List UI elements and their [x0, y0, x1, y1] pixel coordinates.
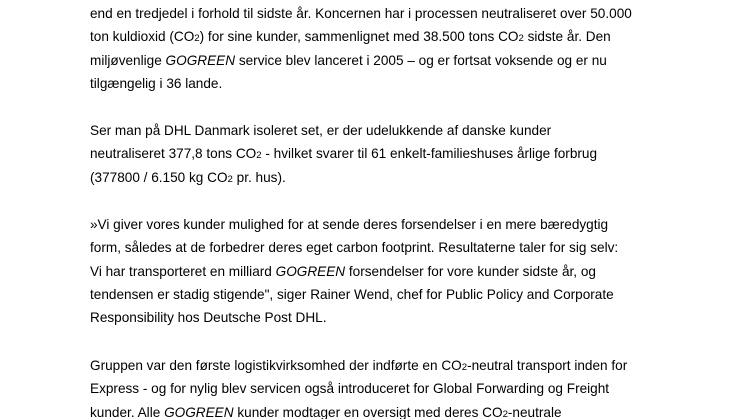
text-line: kunder. Alle GOGREEN kunder modtager en oversigt med deres CO2-neutrale [90, 404, 562, 419]
text-line: neutraliseret 377,8 tons CO2 - hvilket svarer til 61 enkelt-familieshuses årlige forbrug [90, 146, 598, 162]
subscript: 2 [256, 150, 262, 162]
text-line: tendensen er stadig stigende", siger Rainer Wend, chef for Public Policy and Corporate [90, 286, 614, 302]
text-line: tilgængelig i 36 lande. [90, 75, 223, 91]
paragraph-quote [90, 213, 690, 329]
text-line: Gruppen var den første logistikvirksomhed der indførte en CO2-neutral transport inden for [90, 358, 628, 373]
text-line: Express - og for nylig blev servicen også introduceret for Global Forwarding og Freight [90, 381, 610, 397]
text-line: ton kuldioxid (CO2) for sine kunder, sammenlignet med 38.500 tons CO2 sidste år. Den [90, 29, 611, 45]
gogreen-brand: GOGREEN [165, 52, 236, 68]
subscript: 2 [227, 173, 233, 185]
gogreen-brand: GOGREEN [164, 404, 234, 419]
text-line: (377800 / 6.150 kg CO2 pr. hus). [90, 169, 286, 185]
text-line: miljøvenlige GOGREEN service blev lanceret i 2005 – og er fortsat voksende og er nu [90, 52, 607, 68]
text-line: end en tredjedel i forhold til sidste år. Koncernen har i processen neutraliseret over 50.000 [90, 6, 632, 21]
text-line: Ser man på DHL Danmark isoleret set, er der udelukkende af danske kunder [90, 123, 552, 138]
text-line: »Vi giver vores kunder mulighed for at sende deres forsendelser i en mere bæredygtig [90, 217, 609, 232]
subscript: 2 [518, 33, 524, 45]
paragraph-co2-neutralization [90, 2, 690, 95]
gogreen-brand: GOGREEN [275, 263, 346, 279]
paragraph-dhl-denmark [90, 119, 690, 189]
subscript: 2 [502, 408, 508, 419]
subscript: 2 [194, 33, 200, 45]
paragraph-group-first [90, 354, 690, 419]
text-line: form, således at de forbedrer deres eget carbon footprint. Resultaterne taler for sig selv: [90, 240, 619, 256]
text-line: Responsibility hos Deutsche Post DHL. [90, 310, 327, 326]
subscript: 2 [461, 362, 468, 373]
text-line: Vi har transporteret en milliard GOGREEN forsendelser for vore kunder sidste år, og [90, 263, 596, 279]
